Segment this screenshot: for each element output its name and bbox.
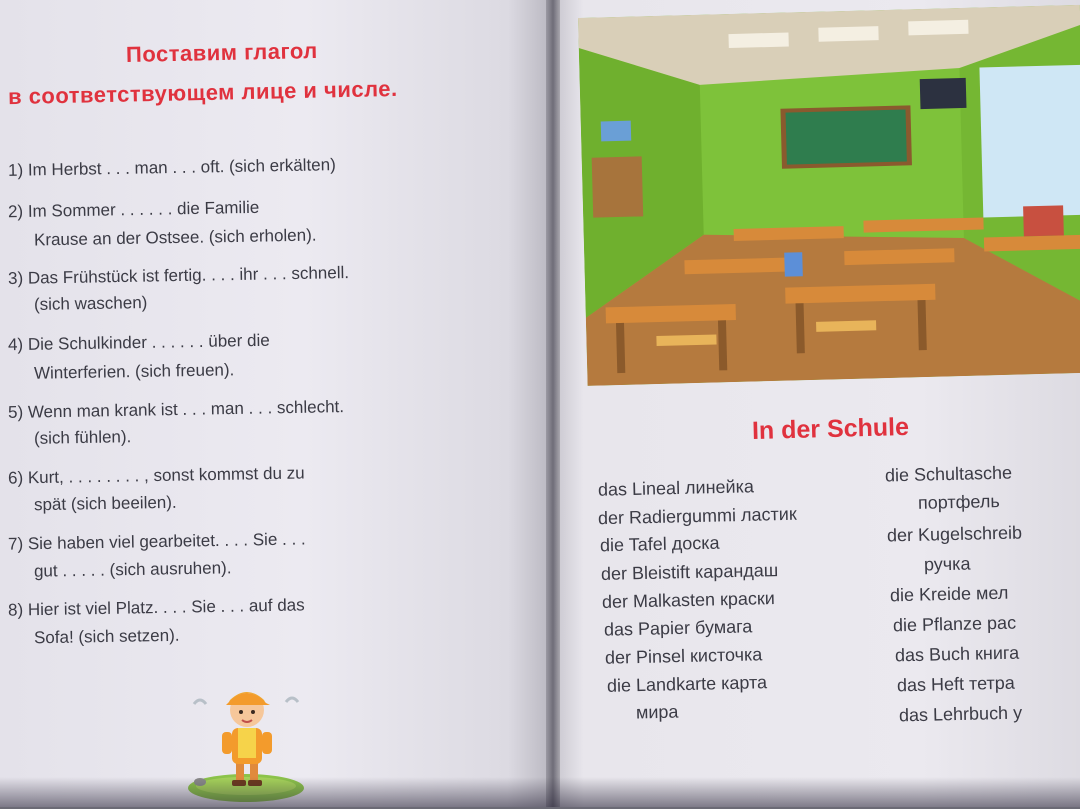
exercise-2-line2: Krause an der Ostsee. (sich erholen). — [33, 225, 317, 250]
exercise-8-line1: 8) Hier ist viel Platz. . . . Sie . . . auf das — [7, 595, 305, 620]
vocab-right-item: die Schultasche — [884, 462, 1013, 486]
vocab-left-item: мира — [635, 701, 679, 723]
exercise-3-line2: (sich waschen) — [33, 293, 148, 314]
exercise-8-line2: Sofa! (sich setzen). — [33, 625, 180, 648]
page-edge-shadow — [0, 777, 1080, 807]
vocab-right-item: die Pflanze рас — [892, 612, 1017, 636]
section-heading: In der Schule — [751, 412, 910, 446]
vocab-right-item: das Buch книга — [894, 642, 1020, 666]
exercise-6-line1: 6) Kurt, . . . . . . . . , sonst kommst du zu — [7, 463, 305, 488]
exercise-5-line1: 5) Wenn man krank ist . . . man . . . schlecht. — [7, 397, 345, 422]
task-title-line1: Поставим глагол — [125, 37, 318, 68]
vocab-right-item: das Heft тетра — [896, 672, 1015, 696]
exercise-1-line1: 1) Im Herbst . . . man . . . oft. (sich erkälten) — [7, 155, 336, 180]
vocab-left-item: die Landkarte карта — [606, 672, 768, 696]
vocab-right-item: портфель — [917, 491, 1000, 513]
vocab-left-item: der Pinsel кисточка — [604, 644, 763, 668]
vocab-left-item: das Papier бумага — [603, 616, 753, 640]
vocab-right-item: die Kreide мел — [889, 582, 1009, 606]
classroom-illustration — [578, 5, 1080, 386]
vocab-right-item: der Kugelschreib — [886, 522, 1023, 546]
exercise-4-line2: Winterferien. (sich freuen). — [33, 360, 235, 383]
vocab-right-item: ручка — [923, 553, 971, 575]
exercise-2-line1: 2) Im Sommer . . . . . . die Familie — [7, 197, 260, 222]
vocab-right-item: das Lehrbuch у — [898, 702, 1023, 726]
exercise-7-line1: 7) Sie haben viel gearbeitet. . . . Sie . . . — [7, 529, 306, 554]
exercise-7-line2: gut . . . . . (sich ausruhen). — [33, 558, 232, 581]
task-title-line2: в соответствующем лице и числе. — [7, 75, 398, 110]
exercise-4-line1: 4) Die Schulkinder . . . . . . über die — [7, 330, 270, 355]
vocab-left-item: das Lineal линейка — [597, 476, 755, 500]
book-spine — [546, 0, 560, 807]
vocab-left-item: der Malkasten краски — [601, 588, 776, 612]
vocab-left-item: der Radiergummi ластик — [597, 503, 797, 529]
exercise-3-line1: 3) Das Frühstück ist fertig. . . . ihr . . . schnell. — [7, 263, 350, 288]
exercise-6-line2: spät (sich beeilen). — [33, 492, 177, 515]
exercise-5-line2: (sich fühlen). — [33, 427, 132, 448]
vocab-left-item: die Tafel доска — [599, 532, 720, 556]
vocab-left-item: der Bleistift карандаш — [600, 559, 779, 585]
